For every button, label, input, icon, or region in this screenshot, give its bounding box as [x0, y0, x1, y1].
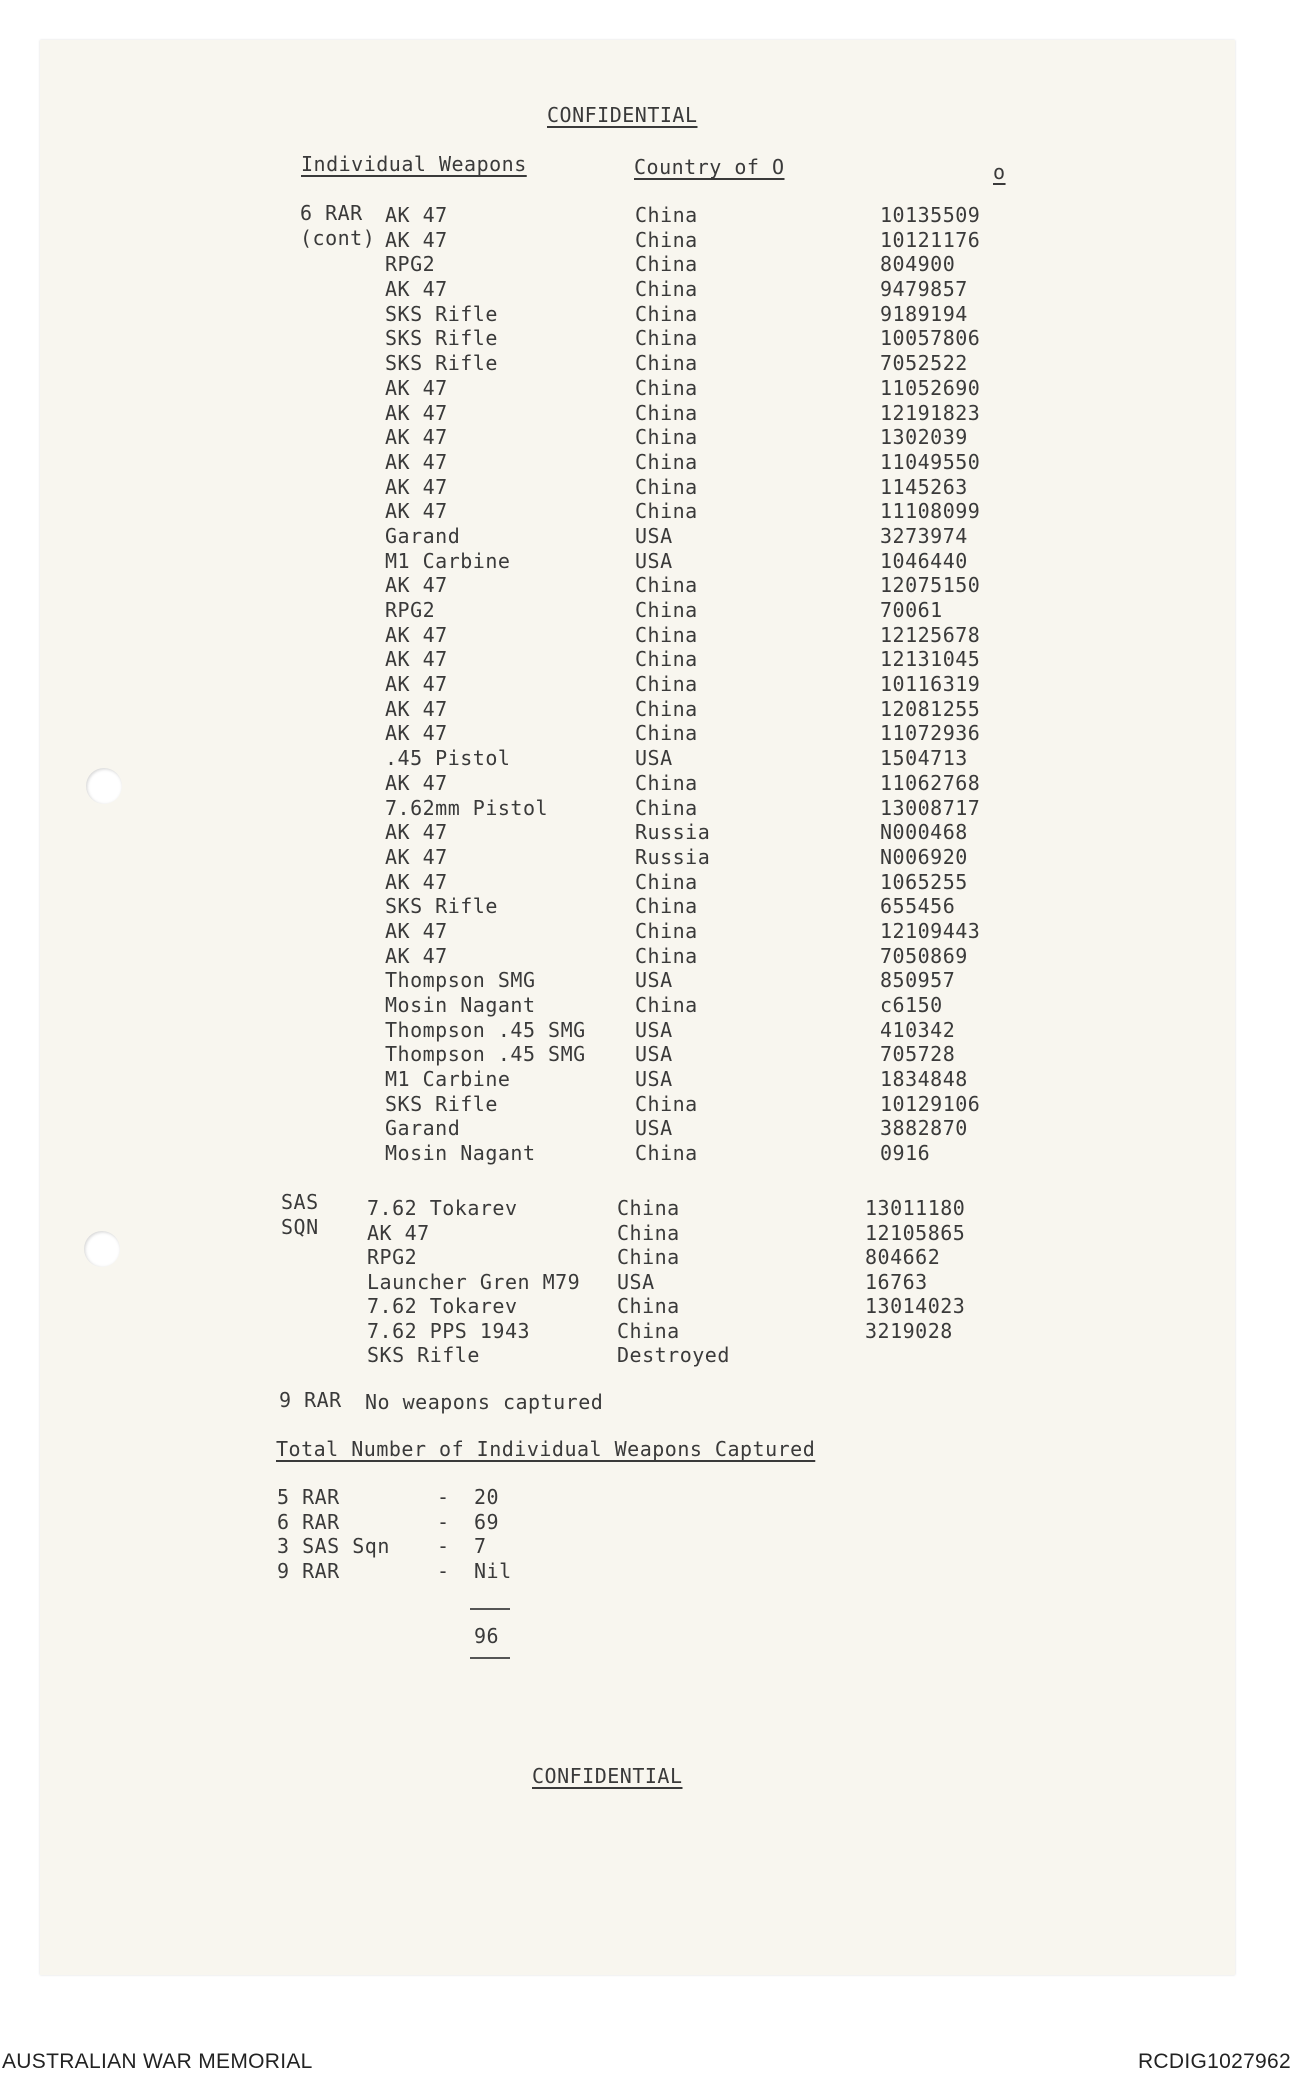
country-of-origin: China: [635, 647, 698, 672]
table-row: [0, 326, 1297, 351]
weapon-name: RPG2: [367, 1245, 418, 1269]
weapon-name: RPG2: [385, 598, 436, 622]
weapon-name: SKS Rifle: [385, 326, 498, 351]
table-row: [0, 944, 1297, 969]
table-row: [0, 228, 1297, 253]
serial-number: 10116319: [880, 672, 981, 697]
country-of-origin: China: [635, 351, 698, 376]
country-of-origin: USA: [635, 548, 673, 573]
country-of-origin: China: [635, 795, 698, 820]
serial-number: 9189194: [880, 301, 968, 326]
table-row: [0, 820, 1297, 845]
serial-number: 3273974: [880, 523, 968, 548]
totals-dash: -: [437, 1534, 450, 1559]
serial-number: 705728: [880, 1042, 956, 1067]
weapon-name: AK 47: [385, 943, 448, 968]
country-of-origin: China: [635, 227, 698, 252]
table-row: [0, 746, 1297, 771]
table-row: [0, 1245, 1297, 1270]
serial-number: 804900: [880, 252, 956, 277]
weapon-name: AK 47: [385, 573, 448, 598]
country-of-origin: China: [635, 425, 698, 450]
country-of-origin: Russia: [635, 844, 711, 869]
serial-number: 13011180: [865, 1196, 966, 1220]
table-row: [0, 1270, 1297, 1295]
weapon-name: AK 47: [385, 425, 448, 450]
serial-number: 410342: [880, 1017, 956, 1042]
totals-row: [0, 1510, 1297, 1535]
country-of-origin: USA: [635, 1042, 673, 1067]
country-of-origin: China: [635, 203, 698, 227]
weapon-name: Launcher Gren M79: [367, 1269, 581, 1294]
weapon-name: M1 Carbine: [385, 548, 511, 573]
unit-label-sas: SAS: [281, 1190, 319, 1214]
weapon-name: AK 47: [385, 622, 448, 647]
table-row: [0, 1196, 1297, 1221]
table-row: [0, 302, 1297, 327]
serial-number: 16763: [865, 1269, 928, 1294]
table-row: [0, 623, 1297, 648]
country-of-origin: China: [635, 375, 698, 400]
table-row: [0, 1294, 1297, 1319]
totals-unit: 6 RAR: [277, 1509, 340, 1534]
totals-value: 69: [474, 1509, 500, 1534]
table-row: [0, 598, 1297, 623]
table-row: [0, 721, 1297, 746]
serial-number: 12105865: [865, 1220, 966, 1245]
table-row: [0, 870, 1297, 895]
weapon-name: SKS Rifle: [385, 351, 498, 376]
weapon-name: SKS Rifle: [385, 301, 498, 326]
totals-unit: 3 SAS Sqn: [277, 1534, 390, 1559]
totals-unit: 9 RAR: [277, 1558, 340, 1583]
unit-label-sqn: SQN: [281, 1215, 319, 1239]
column-header-weapons: Individual Weapons: [301, 152, 527, 176]
serial-number: 7050869: [880, 943, 968, 968]
country-of-origin: China: [617, 1220, 680, 1245]
serial-number: 13008717: [880, 795, 981, 820]
country-of-origin: China: [635, 499, 698, 524]
weapon-name: AK 47: [385, 203, 448, 227]
weapons-list-sas: [0, 1196, 1297, 1368]
table-row: [0, 1092, 1297, 1117]
table-row: [0, 1042, 1297, 1067]
weapon-name: Thompson SMG: [385, 968, 536, 993]
weapon-name: Thompson .45 SMG: [385, 1042, 586, 1067]
weapon-name: M1 Carbine: [385, 1067, 511, 1092]
country-of-origin: China: [635, 721, 698, 746]
totals-value: 7: [474, 1534, 487, 1559]
country-of-origin: China: [635, 943, 698, 968]
country-of-origin: China: [635, 696, 698, 721]
serial-number: 1834848: [880, 1067, 968, 1092]
country-of-origin: China: [635, 622, 698, 647]
table-row: [0, 1067, 1297, 1092]
table-row: [0, 845, 1297, 870]
country-of-origin: China: [635, 301, 698, 326]
serial-number: 10129106: [880, 1091, 981, 1116]
country-of-origin: USA: [635, 523, 673, 548]
weapon-name: AK 47: [385, 820, 448, 845]
country-of-origin: China: [635, 672, 698, 697]
country-of-origin: China: [635, 918, 698, 943]
serial-number: N000468: [880, 820, 968, 845]
table-row: [0, 919, 1297, 944]
table-row: [0, 993, 1297, 1018]
serial-number: 7052522: [880, 351, 968, 376]
serial-number: N006920: [880, 844, 968, 869]
serial-number: c6150: [880, 993, 943, 1017]
serial-number: 13014023: [865, 1294, 966, 1318]
table-row: [0, 894, 1297, 919]
weapon-name: AK 47: [385, 696, 448, 721]
weapon-name: SKS Rifle: [385, 1091, 498, 1116]
weapon-name: AK 47: [385, 770, 448, 795]
table-row: [0, 524, 1297, 549]
country-of-origin: USA: [635, 1116, 673, 1141]
weapon-name: Mosin Nagant: [385, 993, 536, 1017]
weapon-name: AK 47: [385, 672, 448, 697]
table-row: [0, 968, 1297, 993]
weapon-name: Garand: [385, 1116, 461, 1141]
classification-footer: CONFIDENTIAL: [532, 1764, 683, 1788]
serial-number: 12131045: [880, 647, 981, 672]
country-of-origin: China: [635, 1141, 698, 1166]
serial-number: 3219028: [865, 1318, 953, 1343]
totals-value: 20: [474, 1485, 500, 1509]
weapon-name: AK 47: [367, 1220, 430, 1245]
table-row: [0, 1343, 1297, 1368]
archive-credit: AUSTRALIAN WAR MEMORIAL: [2, 2050, 313, 2073]
table-row: [0, 499, 1297, 524]
serial-number: 0916: [880, 1141, 931, 1166]
country-of-origin: China: [635, 993, 698, 1017]
weapon-name: AK 47: [385, 277, 448, 302]
table-row: [0, 796, 1297, 821]
country-of-origin: China: [617, 1196, 680, 1220]
totals-row: [0, 1534, 1297, 1559]
country-of-origin: China: [635, 474, 698, 499]
serial-number: 1046440: [880, 548, 968, 573]
grand-total: 96: [474, 1624, 500, 1648]
weapon-name: AK 47: [385, 375, 448, 400]
country-of-origin: USA: [635, 1017, 673, 1042]
unit-label-9rar: 9 RAR: [279, 1388, 342, 1412]
table-row: [0, 252, 1297, 277]
totals-dash: -: [437, 1485, 450, 1509]
weapons-list-6rar: [0, 203, 1297, 1166]
serial-number: 1145263: [880, 474, 968, 499]
serial-number: 12191823: [880, 400, 981, 425]
serial-number: 850957: [880, 968, 956, 993]
serial-number: 11049550: [880, 449, 981, 474]
serial-number: 11062768: [880, 770, 981, 795]
table-row: [0, 376, 1297, 401]
weapon-name: Mosin Nagant: [385, 1141, 536, 1166]
serial-number: 11072936: [880, 721, 981, 746]
weapon-name: AK 47: [385, 499, 448, 524]
table-row: [0, 450, 1297, 475]
weapon-name: SKS Rifle: [385, 894, 498, 919]
table-row: [0, 401, 1297, 426]
country-of-origin: China: [635, 573, 698, 598]
totals-value: Nil: [474, 1558, 512, 1583]
country-of-origin: China: [635, 252, 698, 277]
weapon-name: 7.62 Tokarev: [367, 1196, 518, 1220]
weapon-name: SKS Rifle: [367, 1343, 480, 1367]
serial-number: 10057806: [880, 326, 981, 351]
totals-title: Total Number of Individual Weapons Captured: [276, 1437, 816, 1461]
total-rule-bottom: [470, 1657, 510, 1659]
serial-number: 11108099: [880, 499, 981, 524]
table-row: [0, 1116, 1297, 1141]
serial-number: 1504713: [880, 746, 968, 771]
totals-dash: -: [437, 1509, 450, 1534]
table-row: [0, 277, 1297, 302]
classification-header: CONFIDENTIAL: [547, 103, 698, 127]
serial-number: 12109443: [880, 918, 981, 943]
serial-number: 12125678: [880, 622, 981, 647]
country-of-origin: China: [635, 326, 698, 351]
table-row: [0, 1141, 1297, 1166]
country-of-origin: China: [635, 598, 698, 622]
serial-number: 11052690: [880, 375, 981, 400]
weapon-name: AK 47: [385, 449, 448, 474]
table-row: [0, 1018, 1297, 1043]
column-header-origin-marker: o: [993, 160, 1006, 184]
note-9rar: No weapons captured: [365, 1390, 604, 1414]
totals-list: [0, 1485, 1297, 1583]
serial-number: 70061: [880, 598, 943, 622]
unit-label-6rar: 6 RAR: [300, 201, 363, 225]
weapon-name: 7.62mm Pistol: [385, 795, 549, 820]
country-of-origin: China: [635, 400, 698, 425]
weapon-name: RPG2: [385, 252, 436, 277]
serial-number: 655456: [880, 894, 956, 919]
serial-number: 9479857: [880, 277, 968, 302]
serial-number: 10121176: [880, 227, 981, 252]
weapon-name: AK 47: [385, 227, 448, 252]
archive-id: RCDIG1027962: [1137, 2050, 1291, 2073]
country-of-origin: USA: [635, 968, 673, 993]
country-of-origin: China: [635, 894, 698, 919]
table-row: [0, 203, 1297, 228]
weapon-name: 7.62 PPS 1943: [367, 1318, 531, 1343]
weapon-name: AK 47: [385, 721, 448, 746]
unit-label-6rar-cont: (cont): [300, 226, 376, 250]
weapon-name: AK 47: [385, 918, 448, 943]
table-row: [0, 697, 1297, 722]
weapon-name: AK 47: [385, 869, 448, 894]
serial-number: 12081255: [880, 696, 981, 721]
country-of-origin: China: [635, 1091, 698, 1116]
weapon-name: Thompson .45 SMG: [385, 1017, 586, 1042]
table-row: [0, 573, 1297, 598]
table-row: [0, 771, 1297, 796]
table-row: [0, 351, 1297, 376]
serial-number: 1065255: [880, 869, 968, 894]
table-row: [0, 475, 1297, 500]
table-row: [0, 647, 1297, 672]
serial-number: 804662: [865, 1245, 941, 1269]
totals-unit: 5 RAR: [277, 1485, 340, 1509]
weapon-name: AK 47: [385, 400, 448, 425]
table-row: [0, 549, 1297, 574]
weapon-name: AK 47: [385, 647, 448, 672]
table-row: [0, 1221, 1297, 1246]
country-of-origin: China: [617, 1294, 680, 1318]
total-rule-top: [470, 1608, 510, 1610]
totals-row: [0, 1485, 1297, 1510]
totals-dash: -: [437, 1558, 450, 1583]
serial-number: 12075150: [880, 573, 981, 598]
country-of-origin: USA: [635, 746, 673, 771]
column-header-country: Country of O: [634, 155, 785, 179]
country-of-origin: USA: [617, 1269, 655, 1294]
country-of-origin: China: [635, 770, 698, 795]
table-row: [0, 425, 1297, 450]
serial-number: 3882870: [880, 1116, 968, 1141]
country-of-origin: China: [617, 1318, 680, 1343]
totals-row: [0, 1559, 1297, 1584]
country-of-origin: China: [635, 277, 698, 302]
country-of-origin: Destroyed: [617, 1343, 730, 1367]
country-of-origin: USA: [635, 1067, 673, 1092]
weapon-name: 7.62 Tokarev: [367, 1294, 518, 1318]
weapon-name: AK 47: [385, 844, 448, 869]
country-of-origin: Russia: [635, 820, 711, 845]
country-of-origin: China: [635, 449, 698, 474]
table-row: [0, 672, 1297, 697]
weapon-name: .45 Pistol: [385, 746, 511, 771]
serial-number: 1302039: [880, 425, 968, 450]
table-row: [0, 1319, 1297, 1344]
country-of-origin: China: [617, 1245, 680, 1269]
country-of-origin: China: [635, 869, 698, 894]
weapon-name: Garand: [385, 523, 461, 548]
serial-number: 10135509: [880, 203, 981, 227]
weapon-name: AK 47: [385, 474, 448, 499]
